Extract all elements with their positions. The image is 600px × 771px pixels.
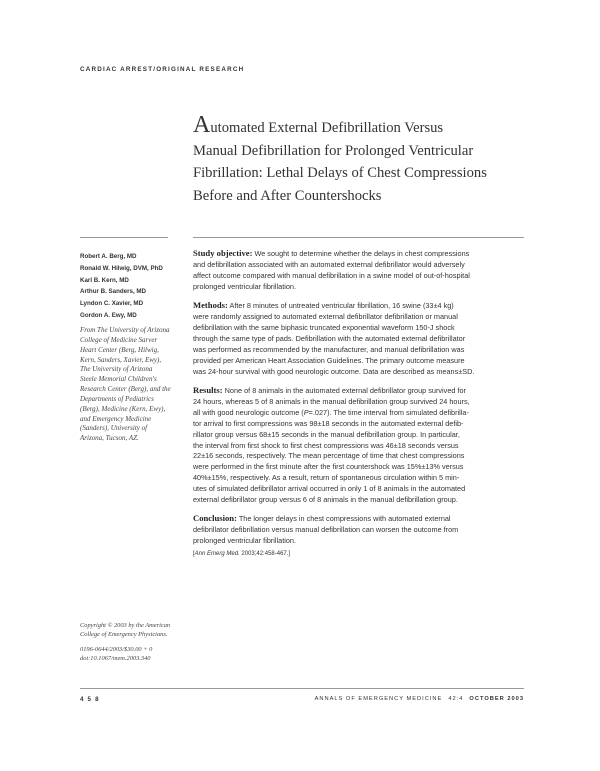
section-label: CARDIAC ARREST/ORIGINAL RESEARCH xyxy=(80,66,245,73)
title-line: Fibrillation: Lethal Delays of Chest Compressions xyxy=(193,165,487,181)
conclusion-heading: Conclusion: xyxy=(193,513,237,524)
divider xyxy=(80,237,168,238)
author: Lyndon C. Xavier, MD xyxy=(80,300,144,308)
author: Robert A. Berg, MD xyxy=(80,253,137,260)
footer-divider xyxy=(80,688,524,689)
author: Arthur B. Sanders, MD xyxy=(80,288,147,296)
title-line: Manual Defibrillation for Prolonged Ventricular xyxy=(193,142,474,159)
divider xyxy=(193,237,524,238)
abstract-conclusion: Conclusion: The longer delays in chest compressions with automated external defibrillator defibrillation versus manual defibrillation can worsen the outcome from prolonged ventricular fibrillation. xyxy=(193,513,459,546)
methods-heading: Methods: xyxy=(193,300,228,311)
abstract-results: Results: None of 8 animals in the automated external defibrillator group survived for 24 hours, whereas 5 of 8 animals in the manual defibrillation group survived 24 hours, all with good neurologic outcome (P=.027). The time interval from simulated defibrilla- tor arrival to first compressions was 98±18 seconds in the automated external defib- rillator group versus 68±15 seconds in the manual defibrillation group. In particular, the interval from first shock to first chest compressions was 46±18 seconds versus 22±16 seconds, respectively. The mean percentage of time that chest compressions were performed in the first minute after the first countershock was 15%±13% versus 40%±15%, respectively. As a result, return of spontaneous circulation within 5 min- utes of simulated defibrillator arrival occurred in only 1 of 8 animals in the automated external defibrillator group versus 6 of 8 animals in the manual defibrillation group. xyxy=(193,384,470,505)
author: Gordon A. Ewy, MD xyxy=(80,311,137,319)
results-heading: Results: xyxy=(193,384,223,395)
journal-footer xyxy=(315,696,524,702)
abstract xyxy=(193,248,525,557)
abstract-methods: Methods: After 8 minutes of untreated ventricular fibrillation, 16 swine (33±4 kg) were randomly assigned to automated external defibrillator defibrillation or manual defibrillation with the same biphasic truncated exponential waveform 150-J shock through the same type of pads. Defibrillation with the automated external defibrillator was performed as recommended by the manufacturer, and manual defibrillation was provided per American Heart Association Guidelines. The primary outcome measure was 24-hour survival with good neurologic outcome. Data are described as means±SD. xyxy=(193,300,475,376)
affiliation: From The University of Arizona College of Medicine Sarver Heart Center (Berg, Hilwig, Kern, Sanders, Xavier, Ewy), The University of Arizona Steele Memorial Children's Research Center (Berg), and the Departments of Pediatrics (Berg), Medicine (Kern, Ewy), and Emergency Medicine (Sanders), University of Arizona, Tucson, AZ. xyxy=(80,326,171,443)
author: Ronald W. Hilwig, DVM, PhD xyxy=(80,264,163,272)
title-line: Automated External Defibrillation Versus xyxy=(193,112,444,138)
objective-heading: Study objective: xyxy=(193,248,253,258)
author-list xyxy=(80,251,190,322)
title-drop-letter: A xyxy=(193,112,211,138)
citation: [Ann Emerg Med. 2003;42:458-467.] xyxy=(193,550,291,557)
title-line: Before and After Countershocks xyxy=(193,187,382,204)
page-number: 4 5 8 xyxy=(80,696,100,703)
issue-date: OCTOBER 2003 xyxy=(469,696,524,702)
journal-name: ANNALS OF EMERGENCY MEDICINE xyxy=(314,696,443,702)
volume-issue: 42:4 xyxy=(448,696,464,702)
copyright-notice: Copyright © 2003 by the American College of Emergency Physicians. 0196-0644/2003/$30.00 + 0 doi:10.1067/mem.2003.340 xyxy=(80,622,171,662)
author: Karl B. Kern, MD xyxy=(80,276,129,284)
abstract-objective: Study objective: We sought to determine whether the delays in chest compressions and defibrillation associated with an automated external defibrillator would adversely affect outcome compared with manual defibrillation in a swine model of out-of-hospital prolonged ventricular fibrillation. xyxy=(193,248,470,291)
article-title xyxy=(193,112,533,207)
